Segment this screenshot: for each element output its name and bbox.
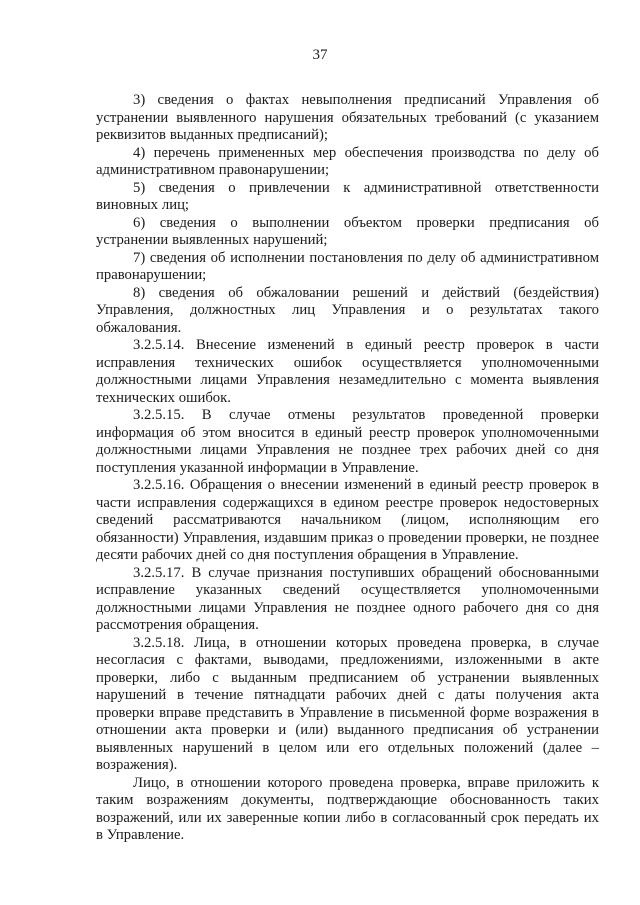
- paragraph-item-6: 6) сведения о выполнении объектом проверки предписания об устранении выявленных нарушений;: [96, 214, 599, 248]
- paragraph-3-2-5-18: 3.2.5.18. Лица, в отношении которых проведена проверка, в случае несогласия с фактами, выводами, предложениями, изложенными в акте проверки, либо с выданным предписанием об устранении выявленных нарушений в течение пятнадцати рабочих дней с даты получения акта проверки вправе представить в Управление в письменной форме возражения в отношении акта проверки и (или) выданного предписания об устранении выявленных нарушений в целом или его отдельных положений (далее – возражения).: [96, 634, 599, 773]
- paragraph-objections-attachments: Лицо, в отношении которого проведена проверка, вправе приложить к таким возражениям документы, подтверждающие обоснованность таких возражений, или их заверенные копии либо в согласованный срок передать их в Управление.: [96, 774, 599, 843]
- page-number: 37: [312, 47, 328, 63]
- paragraph-item-8: 8) сведения об обжаловании решений и действий (бездействия) Управления, должностных лиц Управления и о результатах такого обжалования.: [96, 284, 599, 336]
- paragraph-3-2-5-15: 3.2.5.15. В случае отмены результатов проведенной проверки информация об этом вносится в единый реестр проверок уполномоченными должностными лицами Управления не позднее трех рабочих дней со дня поступления указанной информации в Управление.: [96, 407, 599, 476]
- paragraph-item-3: 3) сведения о фактах невыполнения предписаний Управления об устранении выявленного нарушения обязательных требований (с указанием реквизитов выданных предписаний);: [96, 92, 599, 143]
- paragraph-item-5: 5) сведения о привлечении к административной ответственности виновных лиц;: [96, 179, 599, 213]
- paragraph-item-4: 4) перечень примененных мер обеспечения производства по делу об административном правонарушении;: [96, 144, 599, 178]
- document-body: [96, 92, 599, 845]
- paragraph-item-7: 7) сведения об исполнении постановления по делу об административном правонарушении;: [96, 249, 599, 283]
- paragraph-3-2-5-16: 3.2.5.16. Обращения о внесении изменений в единый реестр проверок в части исправления содержащихся в едином реестре проверок недостоверных сведений рассматриваются начальником (лицом, исполняющим его обязанности) Управления, издавшим приказ о проведении проверки, не позднее десяти рабочих дней со дня поступления обращения в Управление.: [96, 477, 599, 563]
- paragraph-3-2-5-14: 3.2.5.14. Внесение изменений в единый реестр проверок в части исправления технических ошибок осуществляется уполномоченными должностными лицами Управления незамедлительно с момента выявления технических ошибок.: [96, 337, 599, 406]
- paragraph-3-2-5-17: 3.2.5.17. В случае признания поступивших обращений обоснованными исправление указанных сведений осуществляется уполномоченными должностными лицами Управления не позднее одного рабочего дня со дня рассмотрения обращения.: [96, 564, 599, 633]
